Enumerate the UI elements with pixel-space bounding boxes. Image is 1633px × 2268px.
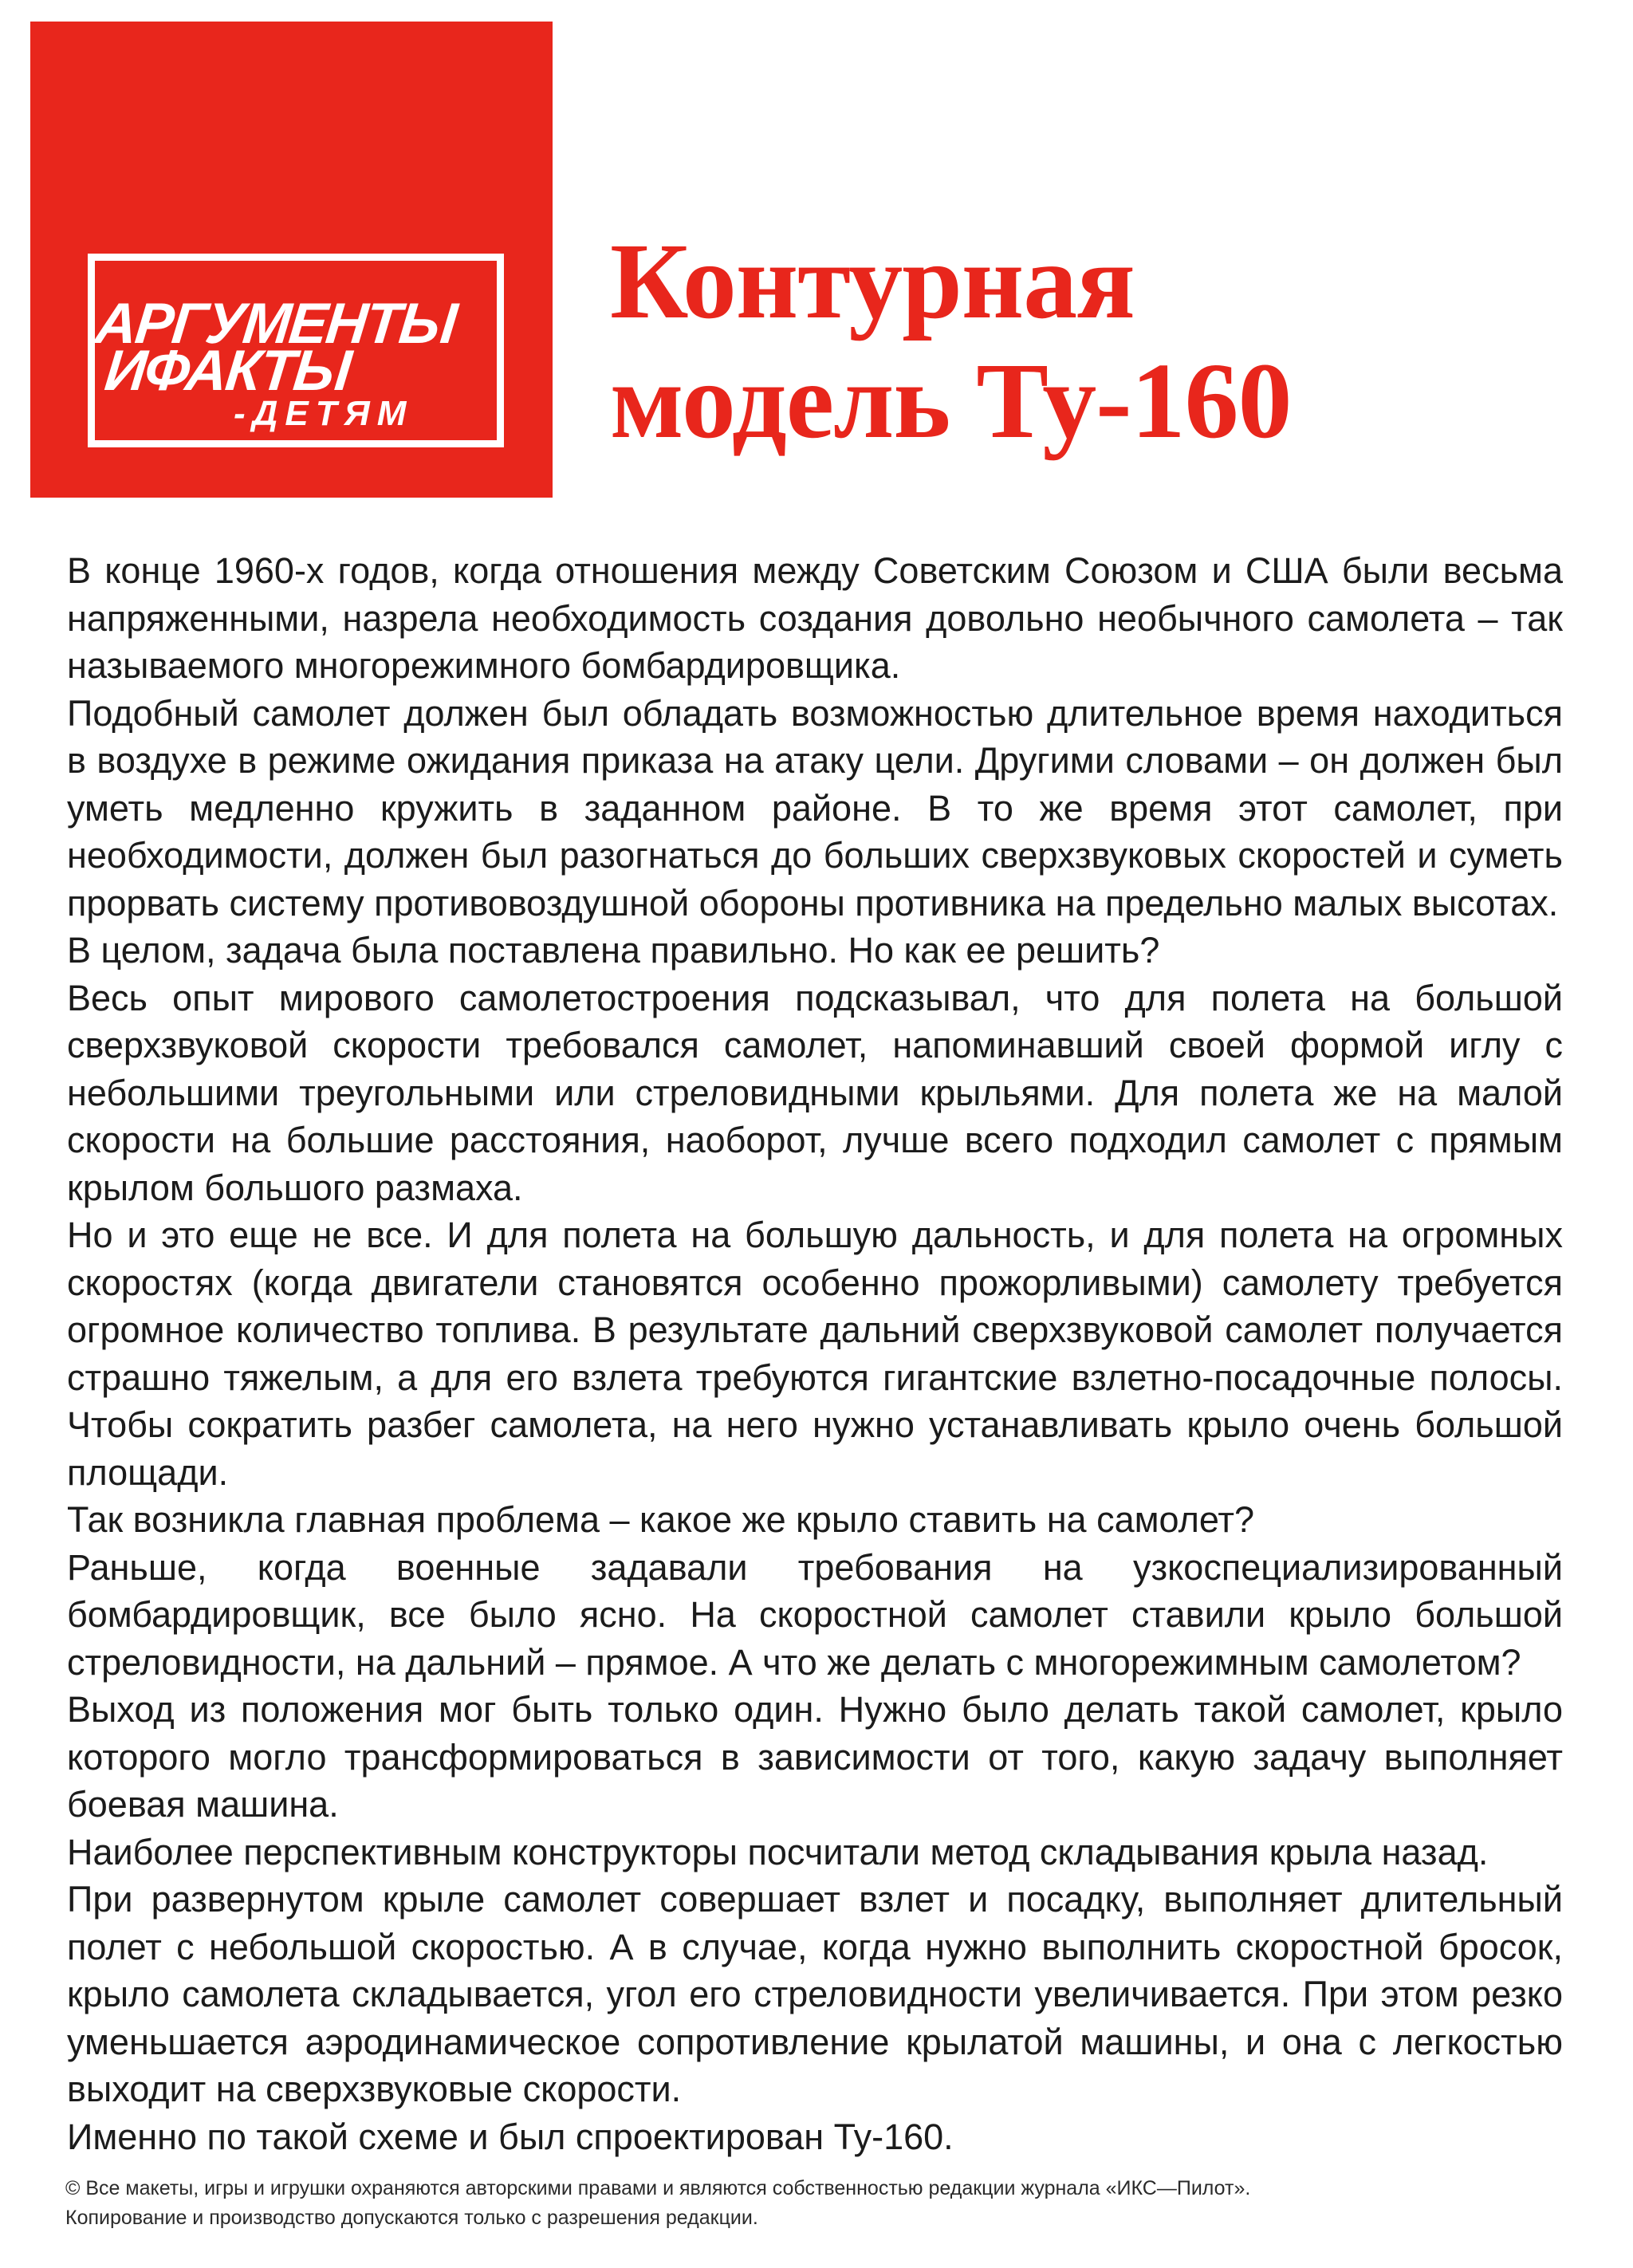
paragraph-2: Подобный самолет должен был обладать возможностью длительное время находиться в воздухе в режиме ожидания приказа на атаку цели. Другими словами – он должен был уметь медленно кружить в заданном районе. В то же время этот самолет, при необходимости, должен был разогнаться до больших сверхзвуковых скоростей и суметь прорвать систему противовоздушной обороны противника на предельно малых высотах.: [67, 692, 1563, 923]
paragraph-5: Но и это еще не все. И для полета на большую дальность, и для полета на огромных скоростях (когда двигатели становятся особенно прожорливыми) самолету требуется огромное количество топлива. В результате дальний сверхзвуковой самолет получается страшно тяжелым, а для его взлета требуются гигантские взлетно-посадочные полосы. Чтобы сократить разбег самолета, на него нужно устанавливать крыло очень большой площади.: [67, 1215, 1563, 1493]
logo-block: [30, 22, 553, 498]
title-line2: модель Ту-160: [610, 341, 1292, 461]
copyright-line2: Копирование и производство допускаются только с разрешения редакции.: [65, 2207, 758, 2229]
paragraph-1: В конце 1960-х годов, когда отношения между Советским Союзом и США были весьма напряженными, назрела необходимость создания довольно необычного самолета – так называемого многорежимного бомбардировщика.: [67, 550, 1563, 686]
page-title: [610, 222, 1292, 461]
paragraph-6: Так возникла главная проблема – какое же крыло ставить на самолет?: [67, 1499, 1254, 1540]
paragraph-11: Именно по такой схеме и был спроектирован Ту-160.: [67, 2116, 954, 2157]
logo-text-line3: -ДЕТЯМ: [234, 394, 414, 433]
copyright-footer: [65, 2174, 1564, 2233]
title-line1: Контурная: [610, 222, 1135, 341]
paragraph-4: Весь опыт мирового самолетостроения подсказывал, что для полета на большой сверхзвуковой скорости требовался самолет, напоминавший своей формой иглу с небольшими треугольными или стреловидными крыльями. Для полета же на малой скорости на большие расстояния, наоборот, лучше всего подходил самолет с прямым крылом большого размаха.: [67, 977, 1563, 1208]
copyright-line1: © Все макеты, игры и игрушки охраняются авторскими правами и являются собственностью редакции журнала «ИКС—Пилот».: [65, 2177, 1251, 2199]
paragraph-9: Наиболее перспективным конструкторы посчитали метод складывания крыла назад.: [67, 1831, 1489, 1872]
logo-text-line2: ИФАКТЫ: [101, 339, 353, 403]
paragraph-8: Выход из положения мог быть только один. Нужно было делать такой самолет, крыло которого могло трансформироваться в зависимости от того, какую задачу выполняет боевая машина.: [67, 1689, 1563, 1825]
article-body: [67, 547, 1563, 2160]
paragraph-3: В целом, задача была поставлена правильно. Но как ее решить?: [67, 930, 1160, 971]
logo-text-line1: АРГУМЕНТЫ: [92, 292, 459, 356]
paragraph-7: Раньше, когда военные задавали требования на узкоспециализированный бомбардировщик, все было ясно. На скоростной самолет ставили крыло большой стреловидности, на дальний – прямое. А что же делать с многорежимным самолетом?: [67, 1546, 1563, 1683]
paragraph-10: При развернутом крыле самолет совершает взлет и посадку, выполняет длительный полет с небольшой скоростью. А в случае, когда нужно выполнить скоростной бросок, крыло самолета складывается, угол его стреловидности увеличивается. При этом резко уменьшается аэродинамическое сопротивление крылатой машины, и она с легкостью выходит на сверхзвуковые скорости.: [67, 1879, 1563, 2109]
